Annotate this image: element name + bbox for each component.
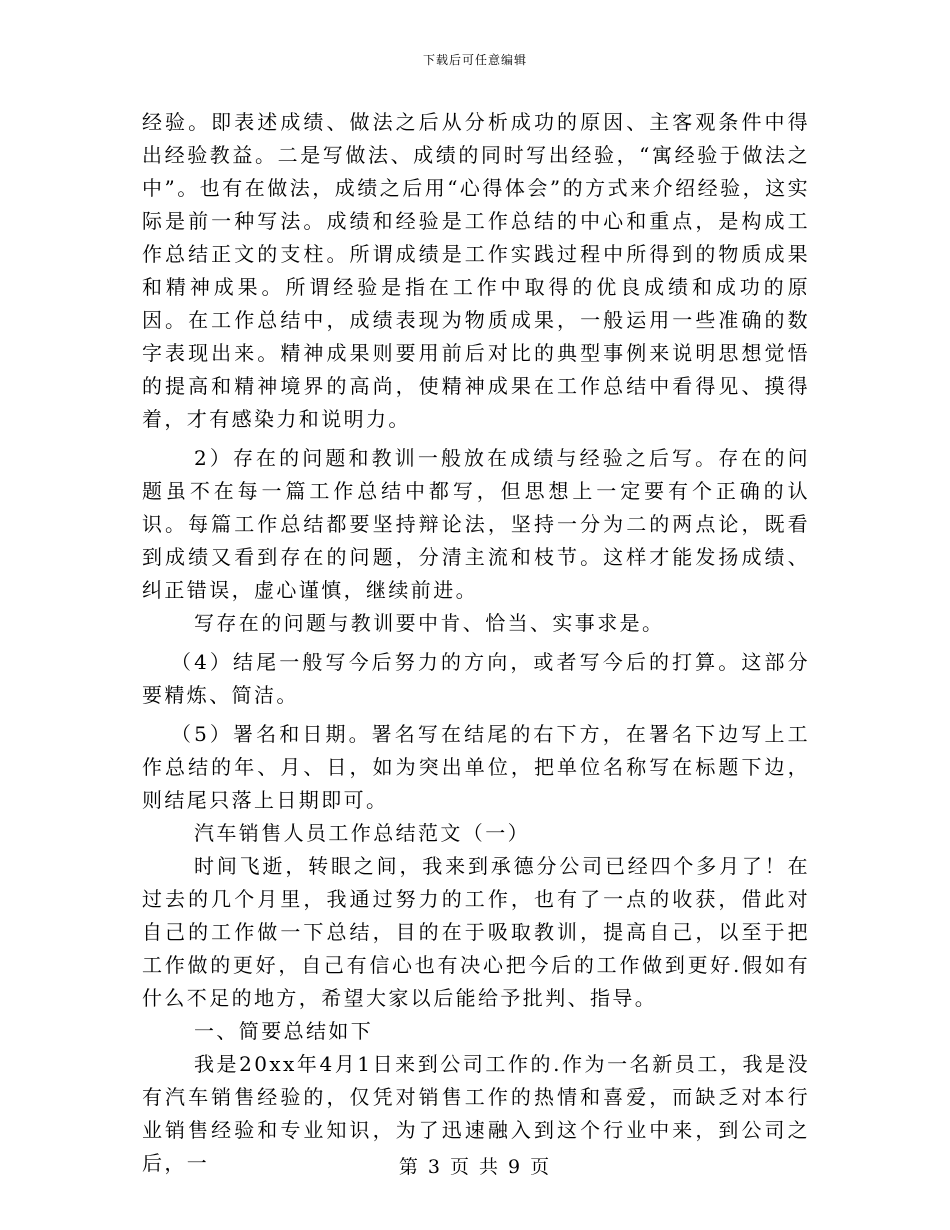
page-header: 下载后可任意编辑 bbox=[422, 53, 527, 67]
document-body bbox=[142, 106, 810, 1180]
paragraph-problems-lessons: 2）存在的问题和教训一般放在成绩与经验之后写。存在的问题虽不在每一篇工作总结中都写，但思想上一定要有个正确的认识。每篇工作总结都要坚持辩论法，坚持一分为二的两点论，既看到成绩又看到存在的问题，分清主流和枝节。这样才能发扬成绩、纠正错误，虚心谨慎，继续前进。 bbox=[142, 446, 810, 602]
page-number: 第 3 页 共 9 页 bbox=[398, 1156, 552, 1178]
section-title-sample: 汽车销售人员工作总结范文（一） bbox=[194, 821, 530, 845]
paragraph-sample-intro: 时间飞逝，转眼之间，我来到承德分公司已经四个多月了！在过去的几个月里，我通过努力的工作，也有了一点的收获，借此对自己的工作做一下总结，目的在于吸取教训，提高自己，以至于把工作做的更好，自己有信心也有决心把今后的工作做到更好.假如有什么不足的地方，希望大家以后能给予批判、指导。 bbox=[142, 854, 810, 1010]
section-heading-summary: 一、简要总结如下 bbox=[194, 1019, 374, 1043]
paragraph-signature-date: （5）署名和日期。署名写在结尾的右下方，在署名下边写上工作总结的年、月、日，如为突出单位，把单位名称写在标题下边，则结尾只落上日期即可。 bbox=[142, 722, 810, 812]
paragraph-problems-requirement: 写存在的问题与教训要中肯、恰当、实事求是。 bbox=[194, 611, 665, 635]
paragraph-summary-start: 我是20xx年4月1日来到公司工作的.作为一名新员工，我是没有汽车销售经验的，仅凭对销售工作的热情和喜爱，而缺乏对本行业销售经验和专业知识，为了迅速融入到这个行业中来，到公司之后，一 bbox=[142, 1052, 810, 1175]
paragraph-experience-continued: 经验。即表述成绩、做法之后从分析成功的原因、主客观条件中得出经验教益。二是写做法、成绩的同时写出经验，“寓经验于做法之中”。也有在做法，成绩之后用“心得体会”的方式来介绍经验，这实际是前一种写法。成绩和经验是工作总结的中心和重点，是构成工作总结正文的支柱。所谓成绩是工作实践过程中所得到的物质成果和精神成果。所谓经验是指在工作中取得的优良成绩和成功的原因。在工作总结中，成绩表现为物质成果，一般运用一些准确的数字表现出来。精神成果则要用前后对比的典型事例来说明思想觉悟的提高和精神境界的高尚，使精神成果在工作总结中看得见、摸得着，才有感染力和说明力。 bbox=[142, 110, 810, 431]
paragraph-ending: （4）结尾一般写今后努力的方向，或者写今后的打算。这部分要精炼、简洁。 bbox=[142, 650, 810, 707]
